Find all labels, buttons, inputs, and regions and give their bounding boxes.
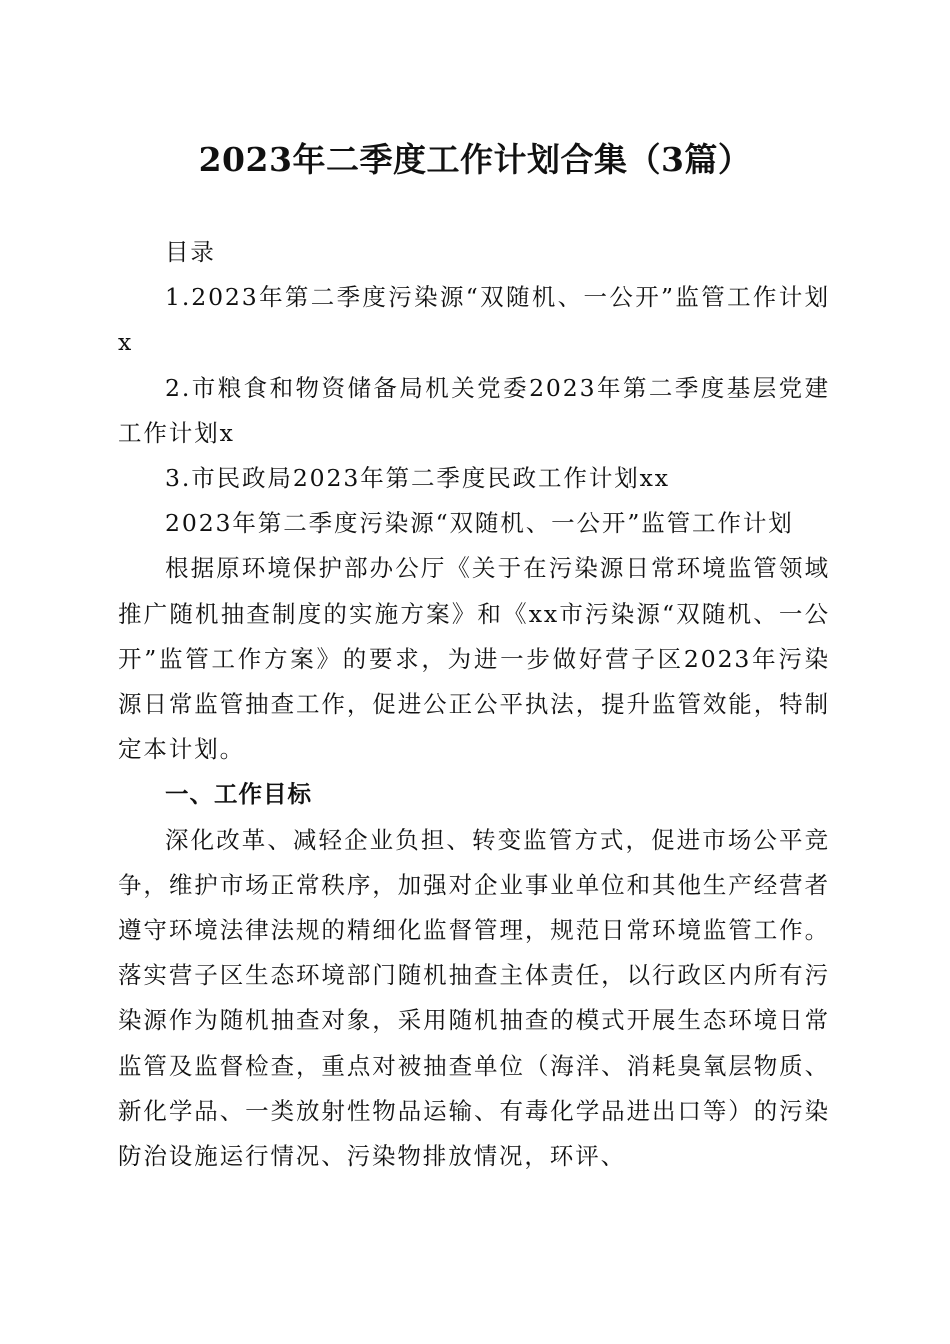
- document-body: [118, 230, 830, 1179]
- section-title: 2023年第二季度污染源“双随机、一公开”监管工作计划: [165, 509, 794, 538]
- toc-label: 目录: [165, 238, 216, 266]
- section-heading-goals: 一、工作目标: [165, 780, 312, 809]
- intro-paragraph: 根据原环境保护部办公厅《关于在污染源日常环境监管领域推广随机抽查制度的实施方案》和《xx市污染源“双随机、一公开”监管工作方案》的要求，为进一步做好营子区2023年污染源日常监管抽查工作，促进公正公平执法，提升监管效能，特制定本计划。: [118, 554, 830, 764]
- toc-item-1: 1.2023年第二季度污染源“双随机、一公开”监管工作计划x: [118, 283, 830, 357]
- goal-paragraph: 深化改革、减轻企业负担、转变监管方式，促进市场公平竞争，维护市场正常秩序，加强对企业事业单位和其他生产经营者遵守环境法律法规的精细化监督管理，规范日常环境监管工作。落实营子区生态环境部门随机抽查主体责任，以行政区内所有污染源作为随机抽查对象，采用随机抽查的模式开展生态环境日常监管及监督检查，重点对被抽查单位（海洋、消耗臭氧层物质、新化学品、一类放射性物品运输、有毒化学品进出口等）的污染防治设施运行情况、污染物排放情况，环评、: [118, 825, 830, 1171]
- toc-item-3: 3.市民政局2023年第二季度民政工作计划xx: [165, 464, 670, 493]
- document-title: 2023年二季度工作计划合集（3篇）: [198, 140, 752, 179]
- toc-item-2: 2.市粮食和物资储备局机关党委2023年第二季度基层党建工作计划x: [118, 373, 830, 447]
